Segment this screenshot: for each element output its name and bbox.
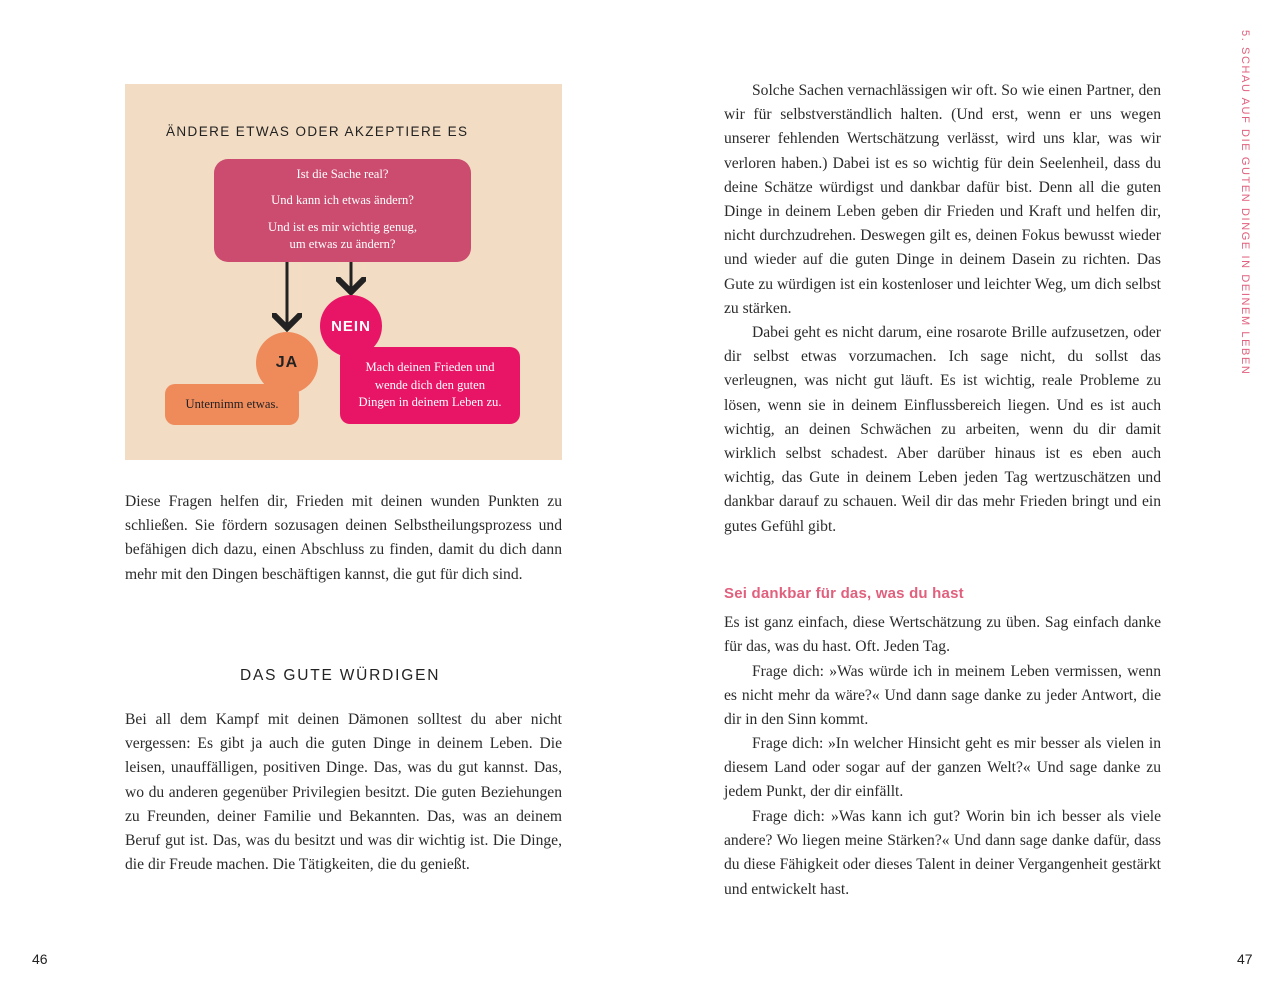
question-1: Ist die Sache real?: [296, 167, 389, 181]
right-paragraph-2: Dabei geht es nicht darum, eine rosarote Brille aufzusetzen, oder dir selbst etwas vorzumachen. Ich sage nicht, du sollst das verleugnen, was nicht gut läuft. Es ist wichtig, reale Probleme zu lösen, wenn sie in deinem Einflussbereich liegen. Und es ist auch wichtig, an deinen Schwächen zu arbeiten, wenn du dir damit wirklich selbst schadest. Aber darüber hinaus ist es eben auch wichtig, das Gute in deinem Leben jeden Tag wertzuschätzen und dankbar darauf zu schauen. Weil dir das mehr Frieden bringt und ein gutes Gefühl gibt.: [724, 324, 1161, 535]
question-3-line-1: Und ist es mir wichtig genug,: [267, 220, 417, 234]
no-action-line-1: Mach deinen Frieden und: [365, 360, 495, 375]
no-circle: NEIN: [320, 295, 382, 357]
left-paragraph-2: Bei all dem Kampf mit deinen Dämonen solltest du aber nicht vergessen: Es gibt ja auch die guten Dinge in deinem Leben. Die leisen, unauffälligen, positiven Dinge. Das, was du gut kannst. Das, wo du anderen gegenüber Privilegien besitzt. Die guten Beziehungen zu Freunden, deiner Familie und Bekannten. Das, was an deinem Beruf gut ist. Das, was du besitzt und was dir wichtig ist. Die Dinge, die dir Freude machen. Die Tätigkeiten, die du genießt.: [125, 711, 562, 874]
right-paragraph-5: Frage dich: »In welcher Hinsicht geht es mir besser als vielen in diesem Land oder sogar auf der ganzen Welt?« Und sage danke zu jedem Punkt, der dir einfällt.: [724, 735, 1161, 801]
left-paragraph-1: Diese Fragen helfen dir, Frieden mit deinen wunden Punkten zu schließen. Sie fördern sozusagen deinen Selbstheilungsprozess und befähigen dich dazu, einen Abschluss zu finden, damit du dich dann mehr mit den Dingen beschäftigen kannst, die gut für dich sind.: [125, 493, 562, 583]
yes-action-box: Unternimm etwas.: [165, 384, 299, 425]
running-header: 5. SCHAU AUF DIE GUTEN DINGE IN DEINEM LEBEN: [1239, 30, 1251, 376]
no-action-box: [340, 347, 520, 424]
right-paragraph-1: Solche Sachen vernachlässigen wir oft. So wie einen Partner, den wir für selbstverständlich halten. (Und erst, wenn er uns wegen unserer fehlenden Wertschätzung verlässt, wird uns klar, was wir verloren haben.) Dabei ist es so wichtig für dein Seelenheil, dass du deine Schätze würdigst und dankbar dafür bist. Denn all die guten Dinge in deinem Leben geben dir Frieden und Kraft und helfen dir, nicht durchzudrehen. Deswegen gilt es, deinen Fokus bewusst wieder und wieder auf die guten Dinge in deinem Dasein zu richten. Das Gute zu würdigen ist ein kostenloser und leichter Weg, um dich selbst zu stärken.: [724, 82, 1161, 317]
no-action-line-3: Dingen in deinem Leben zu.: [358, 395, 502, 410]
flowchart-title: ÄNDERE ETWAS ODER AKZEPTIERE ES: [166, 124, 469, 139]
yes-circle: JA: [256, 332, 318, 394]
right-paragraph-6: Frage dich: »Was kann ich gut? Worin bin ich besser als viele andere? Wo liegen meine Stärken?« Und dann sage danke dafür, dass du diese Fähigkeit oder dieses Talent in deiner Vergangenheit gestärkt und entwickelt hast.: [724, 808, 1161, 898]
subheading: Sei dankbar für das, was du hast: [724, 585, 964, 602]
section-heading: DAS GUTE WÜRDIGEN: [240, 667, 441, 684]
right-paragraph-4: Frage dich: »Was würde ich in meinem Leben vermissen, wenn es nicht mehr da wäre?« Und dann sage danke zu jeder Antwort, die dir in den Sinn kommt.: [724, 663, 1161, 729]
question-3-line-2: um etwas zu ändern?: [289, 237, 396, 251]
right-paragraph-3: Es ist ganz einfach, diese Wertschätzung zu üben. Sag einfach danke für das, was du hast. Oft. Jeden Tag.: [724, 614, 1161, 656]
right-page: [643, 0, 1286, 1000]
page-number-left: 46: [32, 951, 48, 967]
no-action-line-2: wende dich den guten: [374, 377, 486, 392]
page-number-right: 47: [1237, 951, 1253, 967]
flowchart: [125, 84, 562, 460]
question-2: Und kann ich etwas ändern?: [271, 193, 414, 207]
